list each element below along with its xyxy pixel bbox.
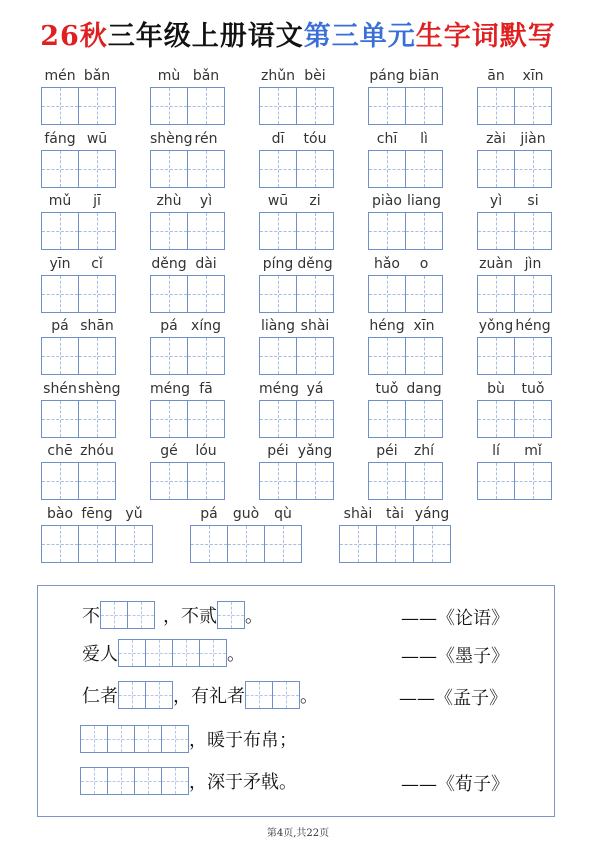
tianzige-cell[interactable] [477, 462, 515, 500]
pinyin-label: xīn [522, 68, 544, 84]
pinyin-label: zhóu [80, 443, 114, 459]
tianzige-boxes[interactable] [477, 337, 552, 375]
tianzige-boxes[interactable] [150, 275, 225, 313]
pinyin-label: zi [309, 193, 321, 209]
tianzige-cell[interactable] [259, 150, 297, 188]
pinyin-label: chē [47, 443, 73, 459]
pinyin-label: zhǔn [261, 68, 295, 84]
tianzige-cell[interactable] [78, 275, 116, 313]
pinyin-label: shài [300, 318, 330, 334]
tianzige-boxes[interactable] [477, 462, 552, 500]
quote-line-3 [82, 681, 318, 709]
tianzige-boxes[interactable] [190, 525, 302, 563]
pinyin-label: shài [343, 506, 373, 522]
tianzige-cell[interactable] [41, 275, 79, 313]
tianzige-cell[interactable] [187, 275, 225, 313]
title-suffix: 生字词默写 [415, 21, 556, 52]
pinyin-label: děng [297, 256, 333, 272]
tianzige-cell[interactable] [187, 337, 225, 375]
tianzige-boxes[interactable] [477, 87, 552, 125]
pinyin-label: dài [195, 256, 217, 272]
title-grade: 三年级上册语文 [107, 21, 304, 52]
tianzige-cell[interactable] [78, 337, 116, 375]
tianzige-cell[interactable] [405, 150, 443, 188]
answer-boxes[interactable] [80, 725, 189, 753]
tianzige-boxes[interactable] [41, 87, 116, 125]
tianzige-boxes[interactable] [150, 212, 225, 250]
tianzige-boxes[interactable] [259, 87, 334, 125]
tianzige-cell[interactable] [296, 337, 334, 375]
tianzige-cell[interactable] [413, 525, 451, 563]
tianzige-cell[interactable] [514, 337, 552, 375]
quote-source: ——《孟子》 [399, 688, 507, 709]
tianzige-cell[interactable] [477, 212, 515, 250]
pinyin-label: liang [406, 193, 442, 209]
pinyin-label: bǎn [83, 68, 111, 84]
tianzige-cell[interactable] [405, 400, 443, 438]
pinyin-label: shén [43, 381, 77, 397]
tianzige-cell[interactable] [259, 462, 297, 500]
tianzige-cell[interactable] [150, 337, 188, 375]
pinyin-label: páng [369, 68, 405, 84]
tianzige-boxes[interactable] [477, 150, 552, 188]
quote-text: ，有礼者 [173, 686, 245, 707]
pinyin-label: shān [80, 318, 114, 334]
tianzige-boxes[interactable] [259, 337, 334, 375]
tianzige-cell[interactable] [150, 400, 188, 438]
pinyin-label: yīn [49, 256, 71, 272]
pinyin-label: wū [86, 131, 108, 147]
tianzige-cell[interactable] [187, 462, 225, 500]
pinyin-label: liàng [260, 318, 296, 334]
pinyin-label: píng [262, 256, 294, 272]
tianzige-cell[interactable] [41, 87, 79, 125]
page-title [0, 14, 596, 53]
pinyin-label: péi [267, 443, 289, 459]
pinyin-label: chī [376, 131, 398, 147]
tianzige-cell[interactable] [150, 462, 188, 500]
pinyin-label: mǐ [524, 443, 542, 459]
pinyin-label: o [419, 256, 429, 272]
quote-text: 。 [300, 686, 318, 707]
quote-line-4 [80, 725, 297, 753]
tianzige-boxes[interactable] [259, 150, 334, 188]
answer-boxes[interactable] [245, 681, 300, 709]
pinyin-label: yǎng [297, 443, 333, 459]
tianzige-cell[interactable] [339, 525, 377, 563]
pinyin-label: xíng [191, 318, 221, 334]
tianzige-cell[interactable] [259, 87, 297, 125]
tianzige-boxes[interactable] [259, 400, 334, 438]
tianzige-cell[interactable] [78, 400, 116, 438]
tianzige-cell[interactable] [259, 337, 297, 375]
pinyin-label: pá [160, 318, 178, 334]
pinyin-label: dī [271, 131, 285, 147]
tianzige-cell[interactable] [368, 87, 406, 125]
pinyin-label: cǐ [91, 256, 103, 272]
tianzige-cell[interactable] [78, 462, 116, 500]
pinyin-label: jī [93, 193, 101, 209]
tianzige-cell[interactable] [296, 212, 334, 250]
quote-text: 。 [227, 644, 245, 665]
tianzige-boxes[interactable] [41, 462, 116, 500]
tianzige-cell[interactable] [514, 150, 552, 188]
pinyin-label: piào [372, 193, 402, 209]
pinyin-label: bào [46, 506, 74, 522]
tianzige-boxes[interactable] [41, 525, 153, 563]
tianzige-cell[interactable] [78, 525, 116, 563]
tianzige-cell[interactable] [41, 212, 79, 250]
pinyin-label: hǎo [373, 256, 401, 272]
pinyin-label: tuǒ [375, 381, 399, 397]
tianzige-cell[interactable] [368, 400, 406, 438]
pinyin-label: yá [306, 381, 324, 397]
pinyin-label: jiàn [520, 131, 546, 147]
pinyin-label: tóu [303, 131, 327, 147]
quote-text: ，暖于布帛； [189, 730, 297, 751]
pinyin-label: héng [369, 318, 405, 334]
pinyin-label: bǎn [192, 68, 220, 84]
tianzige-cell[interactable] [514, 400, 552, 438]
pinyin-label: mén [44, 68, 76, 84]
title-unit: 第三单元 [303, 21, 416, 52]
title-prefix: 26秋 [40, 21, 108, 52]
pinyin-label: jìn [524, 256, 542, 272]
tianzige-boxes[interactable] [477, 212, 552, 250]
pinyin-label: péi [376, 443, 398, 459]
tianzige-cell[interactable] [514, 87, 552, 125]
tianzige-cell[interactable] [368, 212, 406, 250]
pinyin-label: shèng [150, 131, 193, 147]
quote-text: 仁者 [82, 686, 118, 707]
quote-text: 不 [82, 606, 100, 627]
pinyin-label: qù [274, 506, 292, 522]
tianzige-cell[interactable] [405, 87, 443, 125]
quote-source: ——《荀子》 [401, 774, 509, 795]
tianzige-cell[interactable] [187, 212, 225, 250]
tianzige-boxes[interactable] [150, 337, 225, 375]
tianzige-cell[interactable] [259, 212, 297, 250]
tianzige-cell[interactable] [41, 337, 79, 375]
tianzige-cell[interactable] [514, 275, 552, 313]
tianzige-cell[interactable] [405, 337, 443, 375]
pinyin-label: yáng [414, 506, 450, 522]
pinyin-label: bù [487, 381, 505, 397]
tianzige-cell[interactable] [368, 462, 406, 500]
tianzige-cell[interactable] [368, 150, 406, 188]
answer-boxes[interactable] [80, 767, 189, 795]
answer-boxes[interactable] [118, 681, 173, 709]
pinyin-label: tài [386, 506, 404, 522]
pinyin-label: ān [487, 68, 505, 84]
pinyin-label: shèng [78, 381, 121, 397]
tianzige-boxes[interactable] [368, 87, 443, 125]
quote-text: ，深于矛戟。 [189, 772, 297, 793]
pinyin-label: si [527, 193, 539, 209]
tianzige-cell[interactable] [368, 337, 406, 375]
pinyin-label: fā [199, 381, 213, 397]
tianzige-cell[interactable] [264, 525, 302, 563]
pinyin-label: yǒng [478, 318, 514, 334]
tianzige-cell[interactable] [514, 212, 552, 250]
tianzige-boxes[interactable] [150, 87, 225, 125]
quote-source: ——《墨子》 [401, 646, 509, 667]
tianzige-cell[interactable] [405, 212, 443, 250]
quote-text: 。 [245, 606, 263, 627]
tianzige-boxes[interactable] [150, 462, 225, 500]
quote-source: ——《论语》 [401, 608, 509, 629]
tianzige-boxes[interactable] [368, 462, 443, 500]
tianzige-boxes[interactable] [41, 400, 116, 438]
tianzige-cell[interactable] [296, 462, 334, 500]
tianzige-cell[interactable] [296, 150, 334, 188]
tianzige-cell[interactable] [41, 400, 79, 438]
pinyin-label: zài [486, 131, 506, 147]
tianzige-boxes[interactable] [477, 275, 552, 313]
quote-text: ，不贰 [163, 606, 217, 627]
quote-text: 爱人 [82, 644, 118, 665]
quote-line-2 [82, 639, 245, 667]
tianzige-cell[interactable] [78, 87, 116, 125]
tianzige-cell[interactable] [259, 400, 297, 438]
tianzige-boxes[interactable] [41, 150, 116, 188]
pinyin-label: wū [267, 193, 289, 209]
tianzige-boxes[interactable] [339, 525, 451, 563]
pinyin-label: zhù [156, 193, 182, 209]
tianzige-boxes[interactable] [41, 275, 116, 313]
tianzige-cell[interactable] [150, 275, 188, 313]
answer-boxes[interactable] [118, 639, 227, 667]
pinyin-label: yì [199, 193, 213, 209]
pinyin-label: mǔ [48, 193, 72, 209]
pinyin-label: guò [232, 506, 260, 522]
pinyin-label: héng [515, 318, 551, 334]
quote-line-1 [82, 601, 263, 629]
tianzige-cell[interactable] [376, 525, 414, 563]
pinyin-label: pá [200, 506, 218, 522]
tianzige-cell[interactable] [115, 525, 153, 563]
pinyin-label: rén [194, 131, 218, 147]
tianzige-boxes[interactable] [368, 337, 443, 375]
tianzige-cell[interactable] [296, 400, 334, 438]
tianzige-cell[interactable] [296, 275, 334, 313]
pinyin-label: děng [151, 256, 187, 272]
pinyin-label: tuǒ [521, 381, 545, 397]
pinyin-label: fēng [81, 506, 113, 522]
tianzige-cell[interactable] [227, 525, 265, 563]
tianzige-boxes[interactable] [368, 275, 443, 313]
answer-boxes[interactable] [100, 601, 155, 629]
tianzige-cell[interactable] [150, 212, 188, 250]
pinyin-label: lí [492, 443, 500, 459]
pinyin-label: dang [406, 381, 442, 397]
tianzige-cell[interactable] [78, 150, 116, 188]
tianzige-cell[interactable] [190, 525, 228, 563]
tianzige-boxes[interactable] [259, 275, 334, 313]
tianzige-cell[interactable] [187, 87, 225, 125]
pinyin-label: pá [51, 318, 69, 334]
pinyin-label: xīn [413, 318, 435, 334]
tianzige-cell[interactable] [477, 400, 515, 438]
tianzige-boxes[interactable] [150, 150, 225, 188]
tianzige-cell[interactable] [259, 275, 297, 313]
pinyin-label: lì [420, 131, 428, 147]
tianzige-cell[interactable] [150, 150, 188, 188]
tianzige-cell[interactable] [187, 150, 225, 188]
tianzige-boxes[interactable] [150, 400, 225, 438]
tianzige-cell[interactable] [41, 525, 79, 563]
pinyin-label: lóu [195, 443, 217, 459]
pinyin-label: yì [489, 193, 503, 209]
pinyin-label: mù [157, 68, 181, 84]
tianzige-cell[interactable] [368, 275, 406, 313]
tianzige-cell[interactable] [477, 150, 515, 188]
tianzige-boxes[interactable] [41, 212, 116, 250]
pinyin-label: gé [160, 443, 178, 459]
page-footer: 第4页,共22页 [266, 828, 330, 839]
tianzige-boxes[interactable] [368, 150, 443, 188]
tianzige-cell[interactable] [187, 400, 225, 438]
tianzige-cell[interactable] [150, 87, 188, 125]
tianzige-cell[interactable] [41, 462, 79, 500]
quote-line-5 [80, 767, 297, 795]
tianzige-cell[interactable] [477, 275, 515, 313]
tianzige-cell[interactable] [405, 462, 443, 500]
pinyin-label: zuàn [479, 256, 513, 272]
tianzige-cell[interactable] [477, 87, 515, 125]
tianzige-boxes[interactable] [368, 400, 443, 438]
pinyin-label: yǔ [125, 506, 143, 522]
tianzige-boxes[interactable] [477, 400, 552, 438]
tianzige-boxes[interactable] [259, 462, 334, 500]
tianzige-cell[interactable] [405, 275, 443, 313]
tianzige-boxes[interactable] [41, 337, 116, 375]
pinyin-label: méng [259, 381, 300, 397]
pinyin-label: bèi [304, 68, 326, 84]
pinyin-label: fáng [44, 131, 76, 147]
answer-boxes[interactable] [217, 601, 245, 629]
pinyin-label: méng [150, 381, 191, 397]
tianzige-cell[interactable] [514, 462, 552, 500]
tianzige-cell[interactable] [78, 212, 116, 250]
tianzige-cell[interactable] [41, 150, 79, 188]
tianzige-boxes[interactable] [368, 212, 443, 250]
tianzige-cell[interactable] [296, 87, 334, 125]
tianzige-cell[interactable] [477, 337, 515, 375]
tianzige-boxes[interactable] [259, 212, 334, 250]
pinyin-label: biān [408, 68, 440, 84]
pinyin-label: zhí [413, 443, 435, 459]
